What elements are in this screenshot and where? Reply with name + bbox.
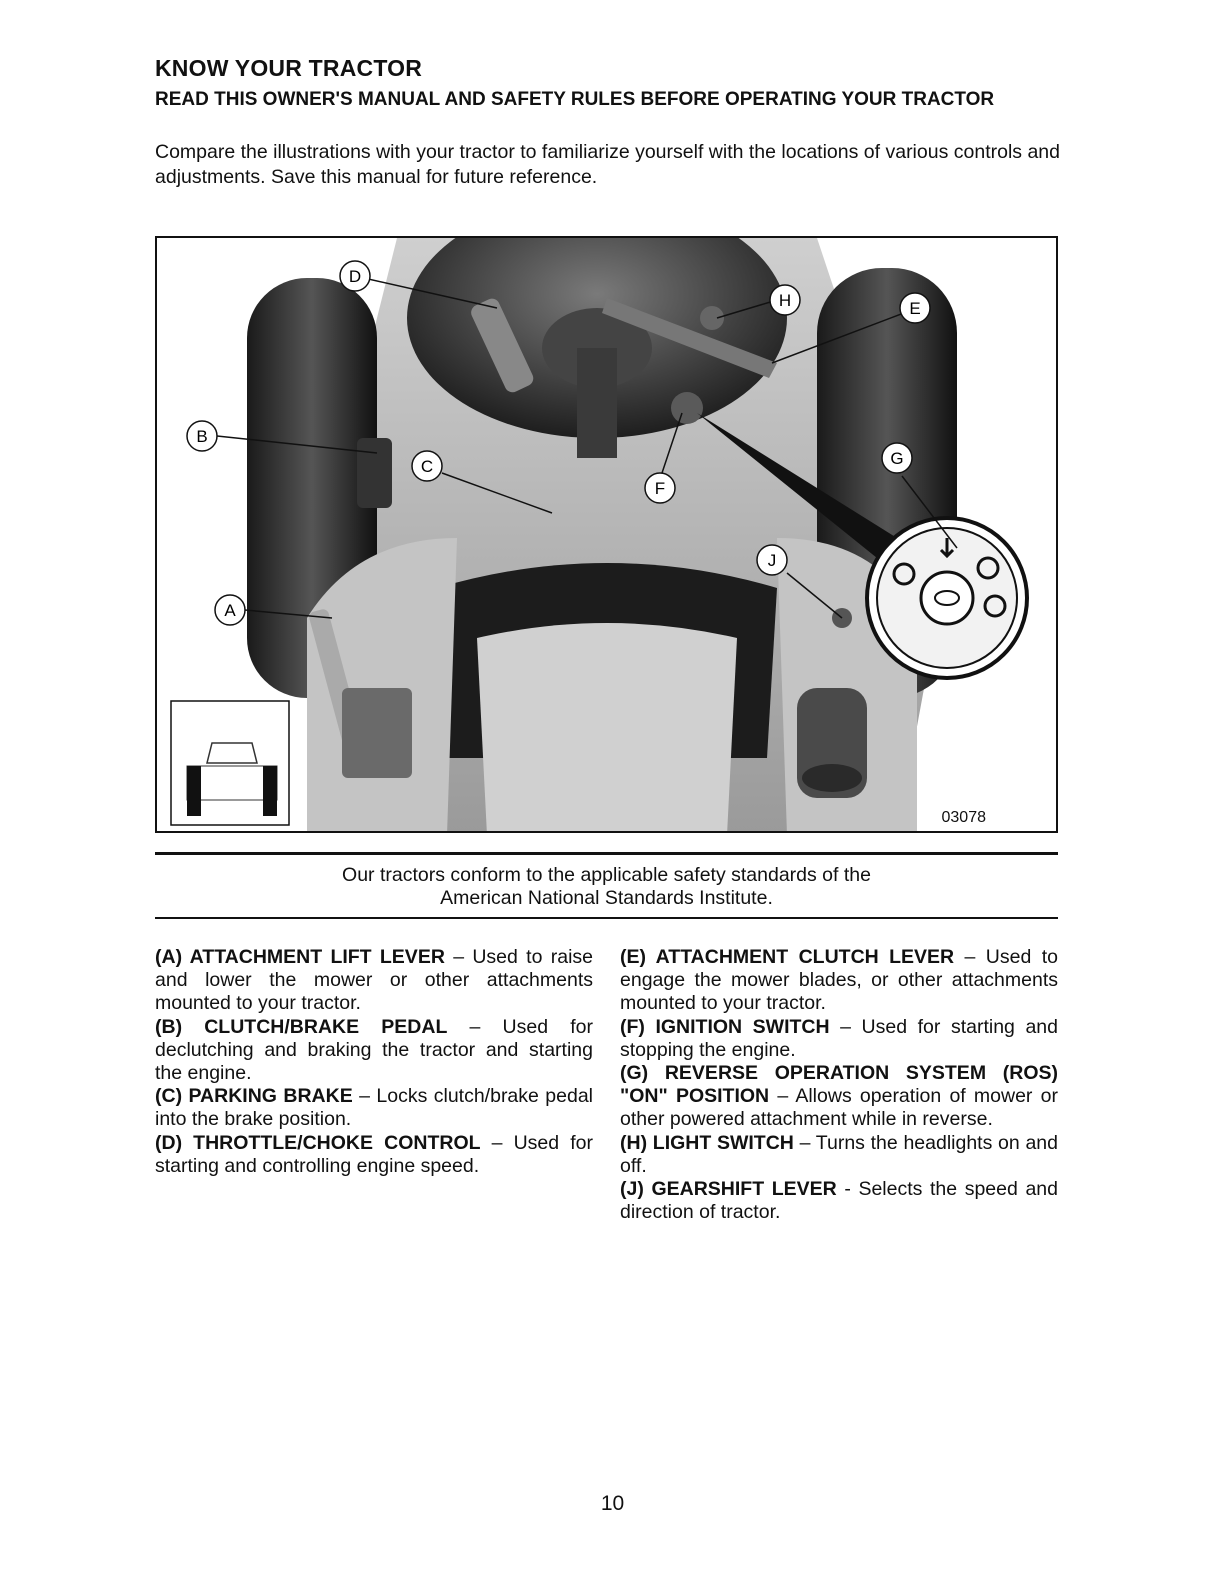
term-g: (G) REVERSE OPERATION SYSTEM (ROS) "ON" POSITION xyxy=(620,1062,1058,1108)
description-a xyxy=(155,946,593,1016)
tractor-controls-illustration xyxy=(155,236,1058,833)
description-f xyxy=(620,1016,1058,1062)
text-a: – Used to raise and lower the mower or other attachments mounted to your tractor. xyxy=(155,946,593,1015)
text-e: – Used to engage the mower blades, or other attachments mounted to your tractor. xyxy=(620,946,1058,1015)
description-e xyxy=(620,946,1058,1016)
notice-line-1: Our tractors conform to the applicable safety standards of the xyxy=(342,864,871,886)
term-c: (C) PARKING BRAKE xyxy=(155,1085,353,1108)
text-g: – Allows operation of mower or other powered attachment while in reverse. xyxy=(620,1085,1058,1131)
callout-d: D xyxy=(348,267,362,286)
notice-bottom-rule xyxy=(155,917,1058,919)
notice-line-2: American National Standards Institute. xyxy=(440,887,773,909)
text-f: – Used for starting and stopping the engine. xyxy=(620,1015,1058,1061)
callout-c: C xyxy=(420,457,434,476)
notice-top-rule xyxy=(155,852,1058,855)
term-e: (E) ATTACHMENT CLUTCH LEVER xyxy=(620,946,955,968)
callout-b: B xyxy=(196,427,208,446)
text-d: – Used for starting and controlling engine speed. xyxy=(155,1131,593,1177)
page-number: 10 xyxy=(600,1492,625,1515)
term-j: (J) GEARSHIFT LEVER xyxy=(620,1178,837,1201)
term-b: (B) CLUTCH/BRAKE PEDAL xyxy=(155,1015,448,1038)
text-c: – Locks clutch/brake pedal into the brake position. xyxy=(155,1085,594,1131)
description-h xyxy=(620,1132,1058,1178)
callout-a: A xyxy=(224,601,236,620)
callout-f: F xyxy=(654,479,666,498)
figure-number: 03078 xyxy=(941,809,986,826)
section-subtitle: READ THIS OWNER'S MANUAL AND SAFETY RULES BEFORE OPERATING YOUR TRACTOR xyxy=(155,89,995,110)
page-title: KNOW YOUR TRACTOR xyxy=(155,55,423,81)
description-b xyxy=(155,1016,593,1086)
term-a: (A) ATTACHMENT LIFT LEVER xyxy=(155,946,445,968)
callout-e: E xyxy=(909,299,921,318)
descriptions-right-column xyxy=(620,946,1058,1224)
intro-paragraph: Compare the illustrations with your tractor to familiarize yourself with the locations of various controls and adjustments. Save this manual for future reference. xyxy=(155,141,1060,188)
text-h: – Turns the headlights on and off. xyxy=(620,1131,1058,1177)
descriptions-left-column xyxy=(155,946,593,1178)
text-b: – Used for declutching and braking the tractor and starting the engine. xyxy=(155,1015,593,1085)
tractor-photo xyxy=(157,238,1058,833)
text-j: - Selects the speed and direction of tractor. xyxy=(620,1178,1058,1224)
description-g xyxy=(620,1062,1058,1132)
term-d: (D) THROTTLE/CHOKE CONTROL xyxy=(155,1131,481,1154)
term-f: (F) IGNITION SWITCH xyxy=(620,1015,830,1038)
callout-h: H xyxy=(778,291,792,310)
safety-standards-notice xyxy=(155,864,1058,910)
callout-j: J xyxy=(767,551,777,570)
callout-g: G xyxy=(890,449,904,468)
description-c xyxy=(155,1085,593,1131)
description-d xyxy=(155,1132,593,1178)
term-h: (H) LIGHT SWITCH xyxy=(620,1131,794,1154)
description-j xyxy=(620,1178,1058,1224)
